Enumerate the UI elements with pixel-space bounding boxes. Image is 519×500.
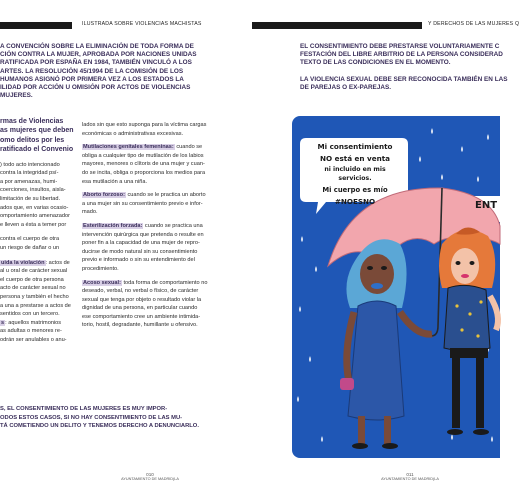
speech-bubble-text: Mi consentimiento NO está en venta ni incluido en mis servicios. Mi cuerpo es mío #NOESNO (317, 142, 393, 206)
page-footer-left: 010 AYUNTAMIENTO DE MADRID(LA (121, 472, 179, 481)
second-bubble-text: ENT (475, 200, 498, 211)
illustration-umbrella-women (292, 116, 500, 458)
term-acoso-sexual: Acoso sexual: (83, 279, 121, 286)
page-number-left: 010 (146, 472, 154, 477)
left-column-a: rmas de Violencias as mujeres que deben omo delitos por les ratificado el Convenio ) todo acto intencionado contra la integridad psí- a por amenazas, humi- coerciones, insultos, aisla- limitación de su libertad. ados que, en varias ocasio- omportamiento amenazador e lleven a ésta a temer por contra el cuerpo de otra un riesgo de dañar o un uida la violación: actos de al u oral de carácter sexual el cuerpo de otra persona acto de carácter sexual no persona y también el hecho a una a prestarse a actos de sentidos con un tercero. s: aquellos matrimonios as adultas o menores re- odrán ser anulables o anu- (0, 118, 74, 343)
left-bottom-statement: S, EL CONSENTIMIENTO DE LAS MUJERES ES MUY IMPOR- ODOS ESTOS CASOS, SI NO HAY CONSENTIMIENTO DE LAS MU- TÁ COMETIENDO UN DELITO Y TENEMOS DERECHO A DENUNCIARLO. (0, 406, 199, 430)
highlight-violacion: uida la violación (1, 259, 45, 266)
term-aborto-forzoso: Aborto forzoso: (83, 192, 125, 199)
running-header-right: Y DERECHOS DE LAS MUJERES Q (428, 21, 519, 27)
header-bar-left (0, 22, 72, 29)
running-header-left: ILUSTRADA SOBRE VIOLENCIAS MACHISTAS (82, 21, 202, 27)
term-esterilizacion: Esterilización forzada: (83, 222, 143, 229)
page-number-right: 011 (406, 472, 414, 477)
left-column-b: lados sin que esto suponga para la víctima cargas económicas o administrativas excesivas. Mutilaciones genitales femeninas: cuando se obliga a cualquier tipo de mutilación de los labios mayores, menores o clítoris de una mujer y cuan- do se incita, obliga o proporciona los medios para esa mutilación a una niña. Aborto forzoso: cuando se le practica un aborto a una mujer sin su consentimiento previo e infor- mado. Esterilización forzada: cuando se practica una intervención quirúrgica que pretenda o resulte en poner fin a la capacidad de una mujer de repro- ducirse de modo natural sin su consentimiento previo e informado o sin su entendimiento del procedimiento. Acoso sexual: toda forma de comportamiento no deseado, verbal, no verbal o físico, de carácter sexual que tenga por objeto o resultado violar la dignidad de una persona, en particular cuando ese comportamiento cree un ambiente intimida- torio, hostil, degradante, humillante u ofensivo. (82, 122, 208, 329)
right-woman-top (444, 285, 490, 351)
purse (340, 378, 354, 390)
left-woman-dress (348, 301, 404, 420)
term-mutilaciones: Mutilaciones genitales femeninas: (83, 144, 174, 151)
highlight-matrimonios: s (1, 319, 5, 326)
right-intro-text: EL CONSENTIMIENTO DEBE PRESTARSE VOLUNTARIAMENTE C FESTACIÓN DEL LIBRE ARBITRIO DE LA PERSONA CONSIDERAD TEXTO DE LAS CONDICIONES EN EL MOMENTO. LA VIOLENCIA SEXUAL DEBE SER RECONOCIDA TAMBIÉN EN LAS DE PAREJAS O EX-PAREJAS. (300, 43, 508, 91)
left-intro-paragraph: A CONVENCIÓN SOBRE LA ELIMINACIÓN DE TODA FORMA DE CIÓN CONTRA LA MUJER, APROBADA POR NACIONES UNIDAS RATIFICADA POR ESPAÑA EN 1984, TAMBIÉN VINCULÓ A LOS ARTES. LA RESOLUCIÓN 45/1994 DE LA COMISIÓN DE LOS HUMANOS ASIGNÓ POR PRIMERA VEZ A LOS ESTADOS LA ILIDAD POR ACCIÓN U OMISIÓN POR ACTOS DE VIOLENCIAS MUJERES. (0, 43, 197, 100)
right-woman-face (451, 248, 479, 284)
header-bar-center (252, 22, 422, 29)
page-footer-right: 011 AYUNTAMIENTO DE MADRID(LA (381, 472, 439, 481)
